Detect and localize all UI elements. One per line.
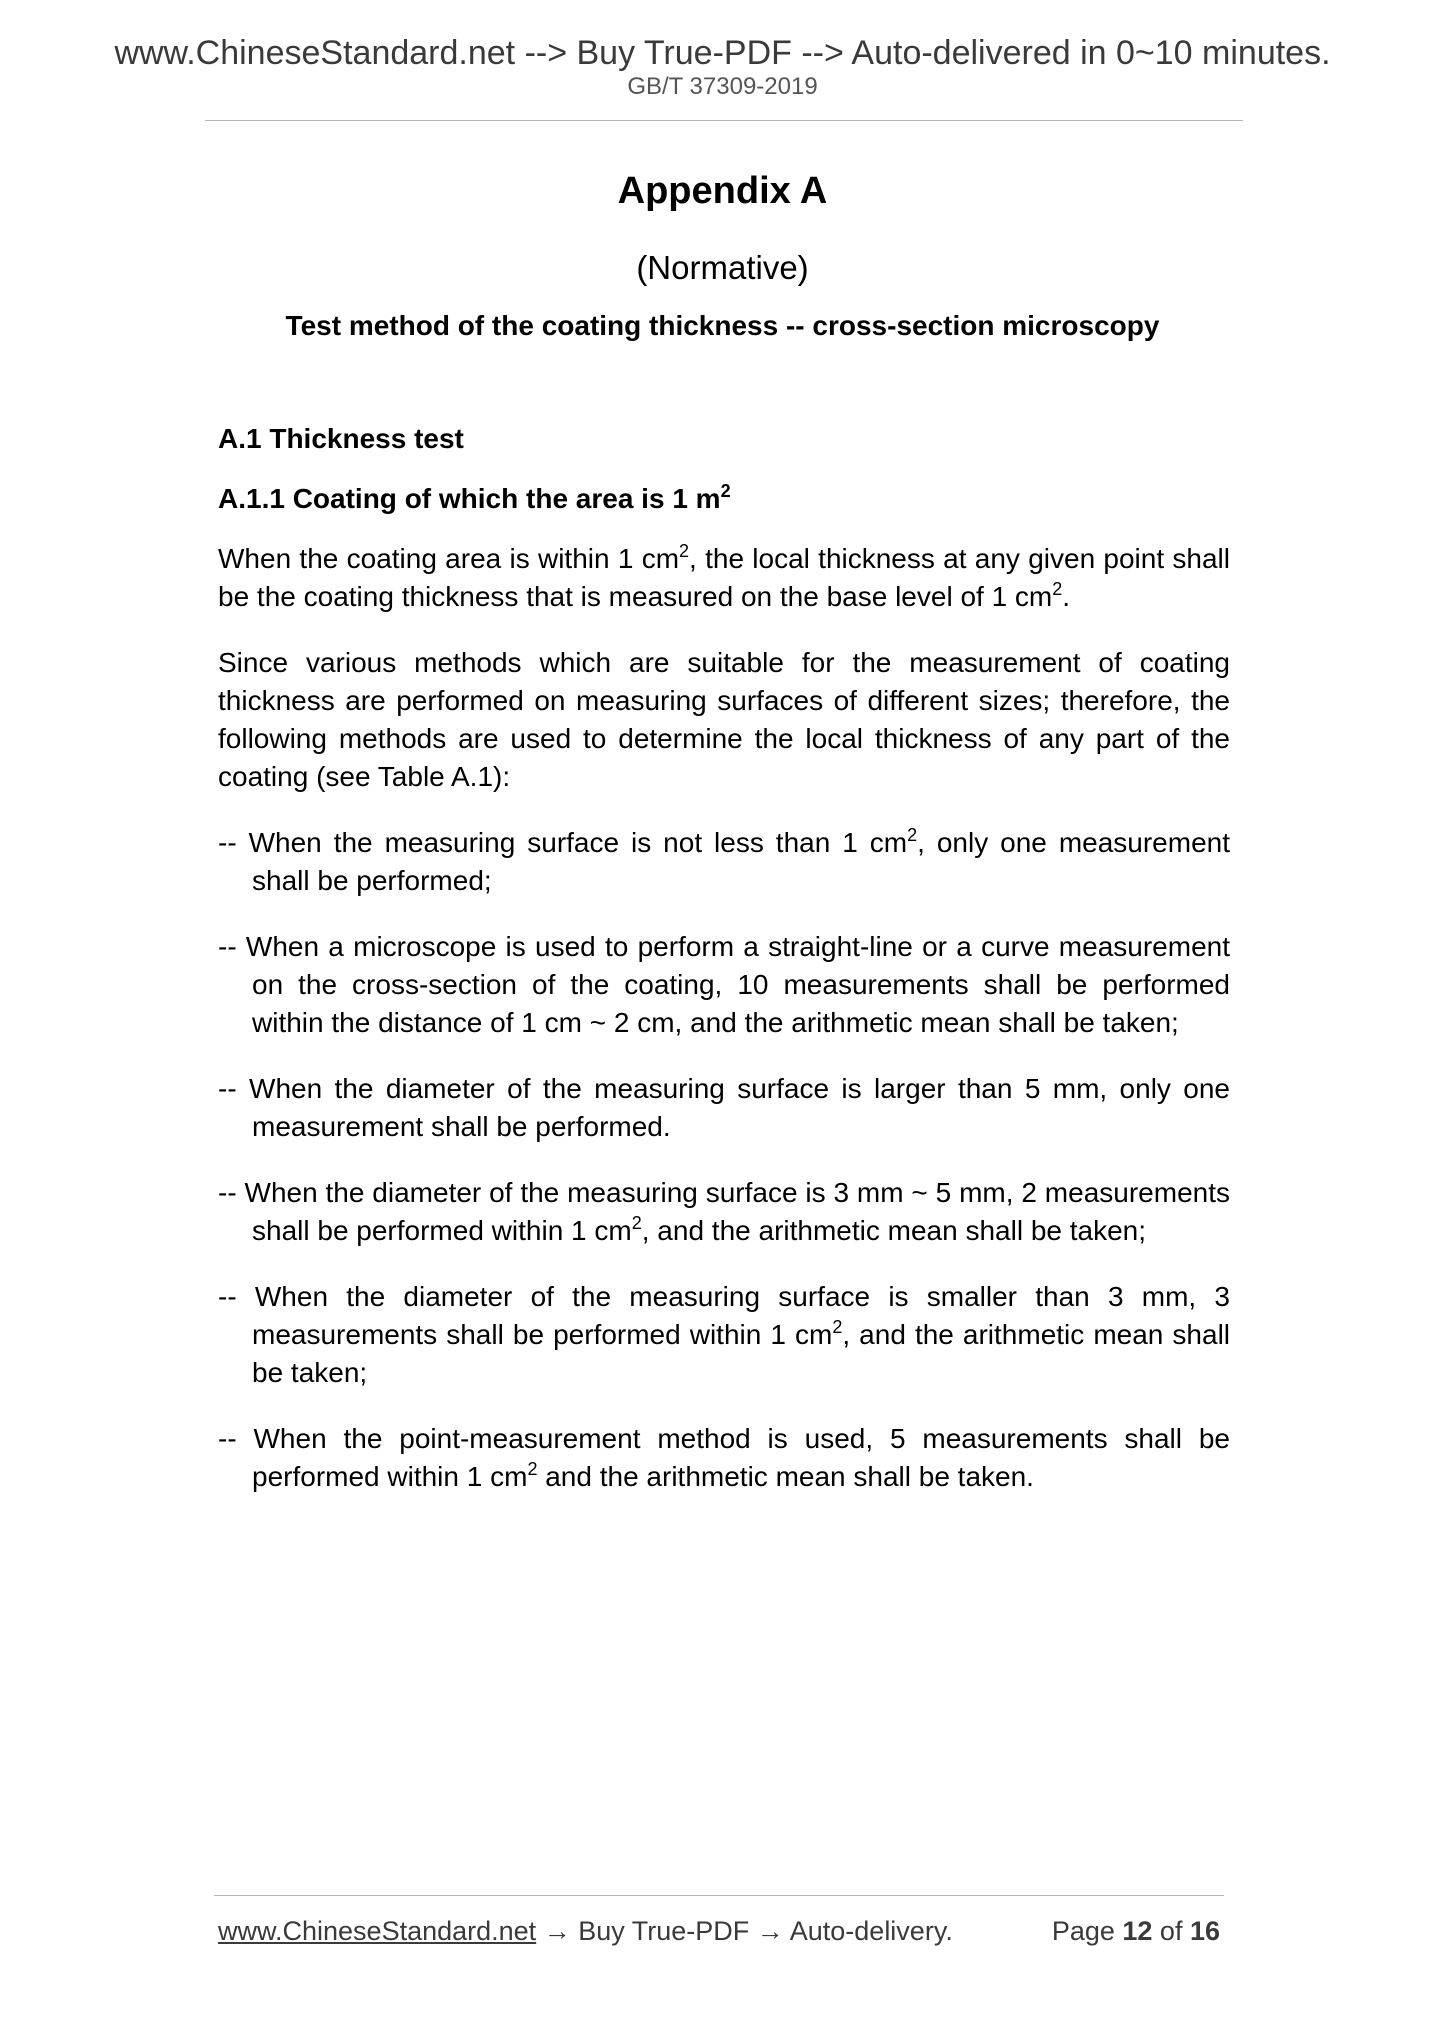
paragraph-local-thickness: When the coating area is within 1 $cm^2$, the local thickness at any given point shall be the coating thickness that is measured on the base level of 1 $cm^2$. <box>218 541 1230 612</box>
superscript: 2 <box>1052 579 1063 599</box>
standard-number: GB/T 37309-2019 <box>627 73 818 100</box>
footer-left <box>218 1918 953 1945</box>
page-total: 16 <box>1189 1916 1220 1946</box>
page-number: Page 12 of 16 <box>1051 1916 1220 1946</box>
footer-delivery-text: → Buy True-PDF → Auto-delivery. <box>536 1916 953 1946</box>
list-item-6: -- When the point-measurement method is used, 5 measurements shall be performed within 1 $cm^2$ and the arithmetic mean shall be taken. <box>218 1423 1230 1492</box>
footer-divider <box>214 1895 1224 1896</box>
page-current: 12 <box>1122 1916 1153 1946</box>
superscript: 2 <box>527 1459 538 1479</box>
appendix-subtitle: (Normative) <box>636 249 809 286</box>
superscript: 2 <box>720 481 731 501</box>
paragraph-methods-intro: Since various methods which are suitable for the measurement of coating thickness are performed on measuring surfaces of different sizes; therefore, the following methods are used to determine the local thickness of any part of the coating (see Table A.1): <box>218 647 1230 792</box>
list-item-3: -- When the diameter of the measuring surface is larger than 5 mm, only one measurement shall be performed. <box>218 1073 1230 1142</box>
appendix-title: Appendix A <box>617 170 828 212</box>
superscript: 2 <box>631 1213 642 1233</box>
superscript: 2 <box>832 1317 843 1337</box>
superscript: 2 <box>907 825 918 845</box>
top-banner-text: www.ChineseStandard.net --> Buy True-PDF --> Auto-delivered in 0~10 minutes. <box>114 34 1331 72</box>
list-item-2: -- When a microscope is used to perform a straight-line or a curve measurement on the cross-section of the coating, 10 measurements shall be performed within the distance of 1 cm ~ 2 cm, and the arithmetic mean shall be taken; <box>218 931 1230 1038</box>
list-item-5: -- When the diameter of the measuring surface is smaller than 3 mm, 3 measurements shall be performed within 1 $cm^2$, and the arithmetic mean shall be taken; <box>218 1281 1231 1388</box>
appendix-caption: Test method of the coating thickness -- cross-section microscopy <box>285 310 1160 341</box>
subsection-heading-a1-1: A.1.1 Coating of which the area is 1 $m^2$ <box>218 481 731 514</box>
footer-site-link[interactable]: www.ChineseStandard.net <box>218 1916 537 1946</box>
header-divider <box>205 120 1243 121</box>
document-body <box>218 420 1230 1524</box>
section-heading-a1: A.1 Thickness test <box>218 423 464 454</box>
list-item-4: -- When the diameter of the measuring surface is 3 mm ~ 5 mm, 2 measurements shall be performed within 1 $cm^2$, and the arithmetic mean shall be taken; <box>218 1177 1230 1246</box>
list-item-1: -- When the measuring surface is not less than 1 $cm^2$, only one measurement shall be performed; <box>218 825 1231 896</box>
superscript: 2 <box>679 541 690 561</box>
